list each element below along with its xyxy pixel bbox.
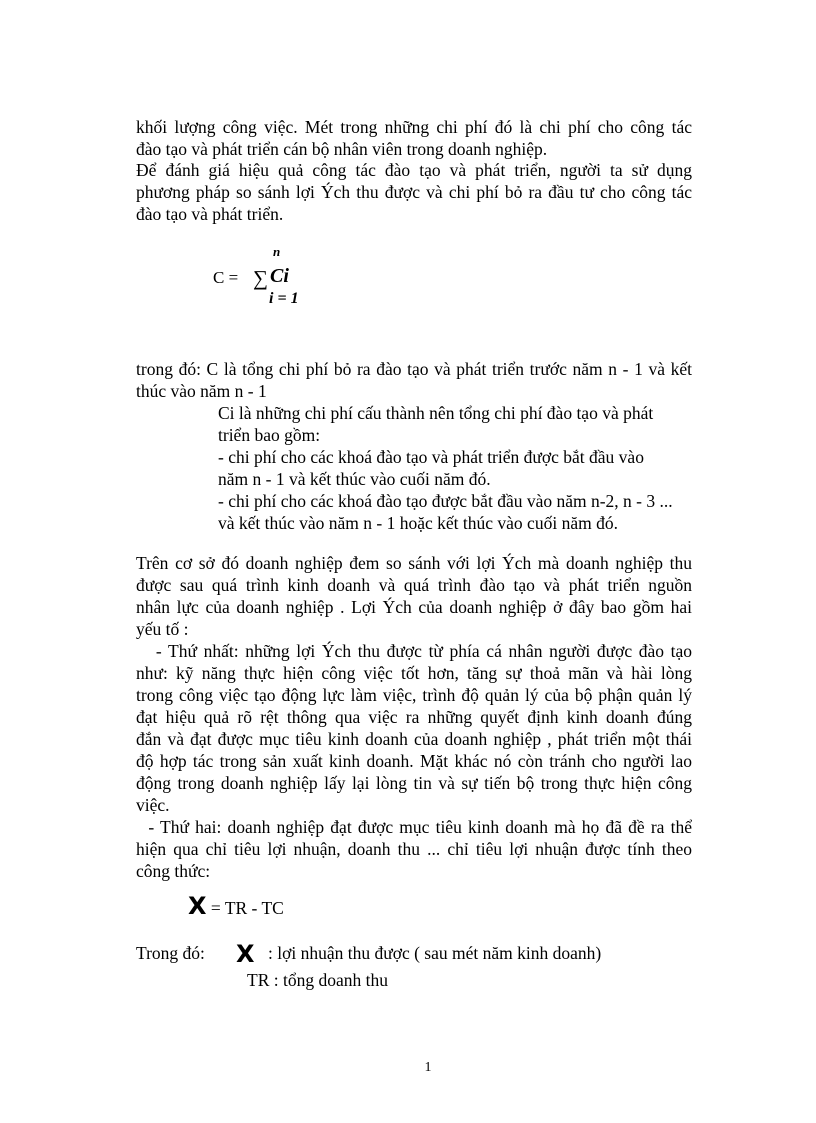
paragraph-line: đào tạo và phát triển cán bộ nhân viên trong doanh nghiệp. [136,139,548,159]
profit-symbol: X [236,940,255,968]
ci-line: Ci là những chi phí cấu thành nên tổng chi phí đào tạo và phát [218,403,654,423]
paragraph-line: đắn và đạt được mục tiêu kinh doanh của doanh nghiệp , phát triển một thái [136,729,692,749]
paragraph-line: Trên cơ sở đó doanh nghiệp đem so sánh với lợi Ých mà doanh nghiệp thu [136,553,692,573]
sigma-symbol: ∑ [253,266,268,290]
page-number: 1 [424,1060,432,1075]
paragraph-line: hiện qua chỉ tiêu lợi nhuận, doanh thu ... chỉ tiêu lợi nhuận được tính theo [136,839,692,859]
paragraph-line: công thức: [136,861,211,881]
paragraph-line: - Thứ nhất: những lợi Ých thu được từ phía cá nhân người được đào tạo [136,641,692,661]
paragraph-line: nhân lực của doanh nghiệp . Lợi Ých của doanh nghiệp ở đây bao gồm hai [136,597,692,617]
ci-line: triển bao gồm: [218,425,321,445]
formula-lhs: C = [213,268,239,287]
ci-line: - chi phí cho các khoá đào tạo được bắt đầu vào năm n-2, n - 3 ... [218,491,673,511]
paragraph-line: như: kỹ năng thực hiện công việc tốt hơn, tăng sự thoả mãn và hài lòng [136,663,692,683]
paragraph-line: độ hợp tác trong sản xuất kinh doanh. Mặt khác nó còn tránh cho người lao [136,751,692,771]
paragraph-line: đào tạo và phát triển. [136,204,284,224]
paragraph-line: đạt hiệu quả rõ rệt thông qua việc ra những quyết định kinh doanh đúng [136,707,692,727]
definition-line: thúc vào năm n - 1 [136,381,267,401]
where-label: Trong đó: [136,943,205,963]
formula-lower-limit: i = 1 [269,290,299,307]
paragraph-line: phương pháp so sánh lợi Ých thu được và chi phí bỏ ra đầu tư cho công tác [136,182,692,202]
paragraph-line: việc. [136,795,170,815]
paragraph-line: Để đánh giá hiệu quả công tác đào tạo và phát triển, người ta sử dụng [136,160,692,180]
profit-formula-rhs: = TR - TC [210,898,284,918]
ci-line: năm n - 1 và kết thúc vào cuối năm đó. [218,469,491,489]
profit-description: : lợi nhuận thu được ( sau mét năm kinh doanh) [268,943,602,963]
revenue-description: TR : tổng doanh thu [247,970,388,990]
ci-line: và kết thúc vào năm n - 1 hoặc kết thúc vào cuối năm đó. [218,513,618,533]
paragraph-line: yếu tố : [136,619,189,639]
ci-line: - chi phí cho các khoá đào tạo và phát triển được bắt đầu vào [218,447,644,467]
formula-term: Ci [270,265,289,287]
profit-symbol: X [188,892,207,920]
paragraph-line: khối lượng công việc. Mét trong những chi phí đó là chi phí cho công tác [136,117,692,137]
definition-line: trong đó: C là tổng chi phí bỏ ra đào tạo và phát triển trước năm n - 1 và kết [136,359,692,379]
paragraph-line: được sau quá trình kinh doanh và quá trình đào tạo và phát triển nguồn [136,575,692,595]
paragraph-line: trong công việc tạo động lực làm việc, trình độ quản lý của bộ phận quản lý [136,685,692,705]
paragraph-line: động trong doanh nghiệp lấy lại lòng tin và sự tiến bộ trong thực hiện công [136,773,692,793]
paragraph-line: - Thứ hai: doanh nghiệp đạt được mục tiêu kinh doanh mà họ đã đề ra thể [136,817,692,837]
profit-formula [188,893,284,921]
formula-upper-limit: n [273,244,281,259]
